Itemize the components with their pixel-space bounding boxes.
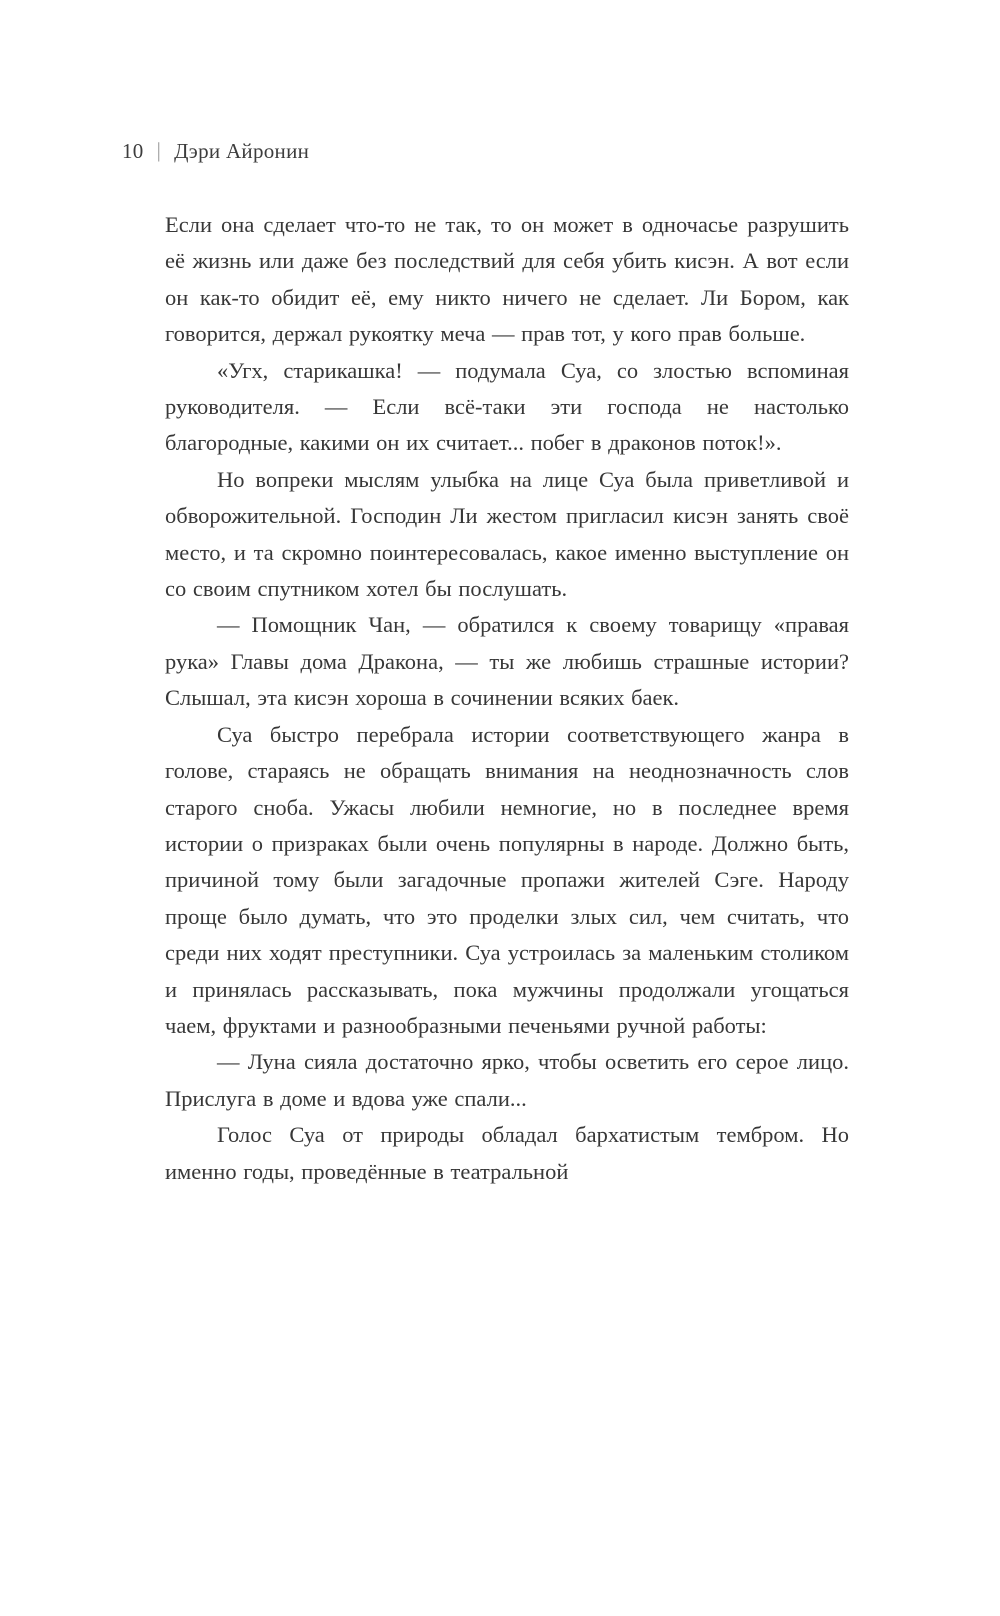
paragraph: Голос Суа от природы обладал бархатистым тембром. Но именно годы, проведённые в театральной (165, 1122, 849, 1184)
running-header (122, 139, 309, 164)
paragraph: «Угх, старикашка! — подумала Суа, со злостью вспоминая руководителя. — Если всё-таки эти господа не настолько благородные, какими он их считает... побег в драконов поток!». (165, 357, 849, 456)
header-separator: | (156, 138, 162, 162)
paragraph: Но вопреки мыслям улыбка на лице Суа была приветливой и обворожительной. Господин Ли жестом пригласил кисэн занять своё место, и та скромно поинтересовалась, какое именно выступление он со своим спутником хотел бы послушать. (165, 466, 849, 602)
running-title-author: Дэри Айронин (174, 139, 310, 163)
paragraph: — Луна сияла достаточно ярко, чтобы осветить его серое лицо. Прислуга в доме и вдова уже спали... (165, 1049, 849, 1111)
text-block (165, 207, 849, 1190)
page-number: 10 (122, 139, 144, 163)
paragraph: — Помощник Чан, — обратился к своему товарищу «правая рука» Главы дома Дракона, — ты же любишь страшные истории? Слышал, эта кисэн хороша в сочинении всяких баек. (165, 612, 849, 711)
paragraph: Если она сделает что-то не так, то он может в одночасье разрушить её жизнь или даже без последствий для себя убить кисэн. А вот если он как-то обидит её, ему никто ничего не сделает. Ли Бором, как говорится, держал рукоятку меча — прав тот, у кого прав больше. (165, 212, 849, 347)
paragraph: Суа быстро перебрала истории соответствующего жанра в голове, стараясь не обращать внимания на неоднозначность слов старого сноба. Ужасы любили немногие, но в последнее время истории о призраках были очень популярны в народе. Должно быть, причиной тому были загадочные пропажи жителей Сэге. Народу проще было думать, что это проделки злых сил, чем считать, что среди них ходят преступники. Суа устроилась за маленьким столиком и принялась рассказывать, пока мужчины продолжали угощаться чаем, фруктами и разнообразными печеньями ручной работы: (165, 721, 849, 1038)
